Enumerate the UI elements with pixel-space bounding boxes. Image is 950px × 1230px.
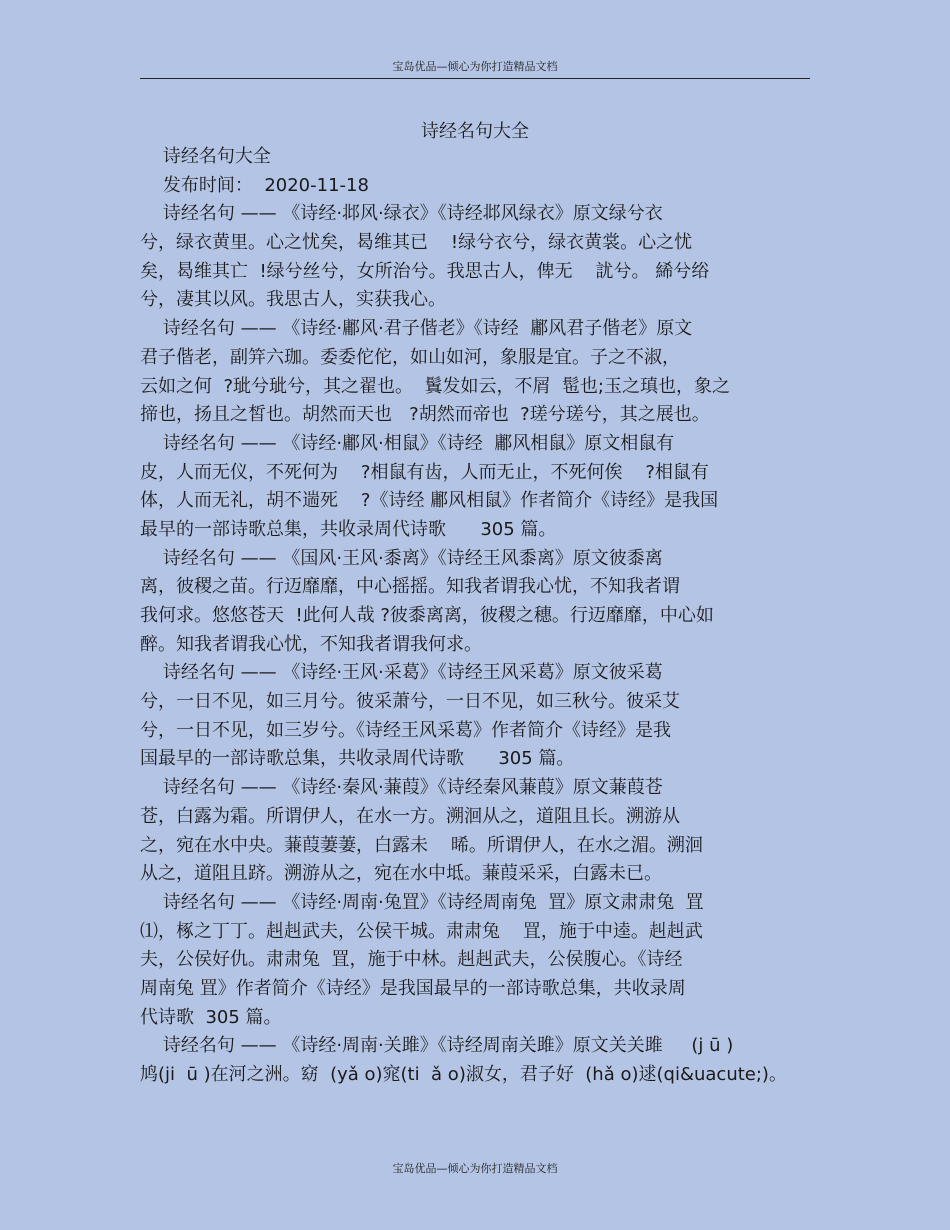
text-line: 鸠(ji ū )在河之洲。窈 (yǎ o)窕(ti ǎ o)淑女，君子好 (hǎ o)逑(qi&uacute;)。 — [140, 1064, 787, 1085]
text-line: 云如之何 ?玼兮玼兮，其之翟也。 鬒发如云，不屑 髢也;玉之瑱也，象之 — [140, 375, 730, 397]
text-line: 揥也，扬且之皙也。胡然而天也 ?胡然而帝也 ?瑳兮瑳兮，其之展也。 — [140, 404, 710, 426]
text-line: 诗经名句 —— 《诗经·周南·关雎》《诗经周南关雎》原文关关雎 (j ū ) — [140, 1035, 734, 1057]
text-line: 君子偕老，副笄六珈。委委佗佗，如山如河，象服是宜。子之不淑， — [140, 346, 680, 368]
text-line: 苍，白露为霜。所谓伊人，在水一方。溯洄从之，道阻且长。溯游从 — [140, 805, 680, 827]
text-line: 我何求。悠悠苍天 !此何人哉 ?彼黍离离，彼稷之穗。行迈靡靡，中心如 — [140, 605, 714, 626]
text-line: ⑴，椓之丁丁。赳赳武夫，公侯干城。肃肃兔 罝，施于中逵。赳赳武 — [140, 920, 703, 942]
document-title: 诗经名句大全 — [421, 121, 529, 142]
text-line: 之，宛在水中央。蒹葭萋萋，白露未 晞。所谓伊人，在水之湄。溯洄 — [140, 834, 703, 856]
header-rule — [140, 78, 810, 79]
text-line: 体，人而无礼，胡不遄死 ?《诗经 鄘风相鼠》作者简介《诗经》是我国 — [140, 490, 719, 512]
text-line: 诗经名句 —— 《诗经·周南·兔罝》《诗经周南兔 罝》原文肃肃兔 罝 — [140, 891, 704, 913]
text-line: 周南兔 罝》作者简介《诗经》是我国最早的一部诗歌总集，共收录周 — [140, 977, 686, 999]
text-line: 夫，公侯好仇。肃肃兔 罝，施于中林。赳赳武夫，公侯腹心。《诗经 — [140, 949, 683, 971]
text-line: 皮，人而无仪，不死何为 ?相鼠有齿，人而无止，不死何俟 ?相鼠有 — [140, 461, 709, 483]
text-line: 诗经名句 —— 《诗经·秦风·蒹葭》《诗经秦风蒹葭》原文蒹葭苍 — [140, 777, 663, 799]
text-line: 从之，道阻且跻。溯游从之，宛在水中坻。蒹葭采采，白露未已。 — [140, 863, 662, 885]
text-line: 诗经名句 —— 《诗经·王风·采葛》《诗经王风采葛》原文彼采葛 — [140, 662, 663, 684]
text-line: 兮，凄其以风。我思古人，实获我心。 — [140, 289, 446, 311]
text-line: 兮，一日不见，如三岁兮。《诗经王风采葛》作者简介《诗经》是我 — [140, 719, 671, 741]
text-line: 发布时间： 2020-11-18 — [140, 174, 369, 196]
text-line: 兮，一日不见，如三月兮。彼采萧兮，一日不见，如三秋兮。彼采艾 — [140, 691, 680, 713]
text-line: 诗经名句 —— 《诗经·鄘风·君子偕老》《诗经 鄘风君子偕老》原文 — [140, 318, 693, 340]
document-body — [140, 143, 820, 1090]
text-line: 国最早的一部诗歌总集，共收录周代诗歌 305 篇。 — [140, 748, 575, 770]
text-line: 醉。知我者谓我心忧，不知我者谓我何求。 — [140, 633, 482, 655]
text-line: 代诗歌 305 篇。 — [140, 1006, 282, 1028]
text-line: 最早的一部诗歌总集，共收录周代诗歌 305 篇。 — [140, 518, 557, 540]
page-header: 宝岛优品—倾心为你打造精品文档 — [392, 60, 558, 73]
text-line: 兮，绿衣黄里。心之忧矣，曷维其已 !绿兮衣兮，绿衣黄裳。心之忧 — [140, 232, 693, 254]
text-line: 诗经名句 —— 《国风·王风·黍离》《诗经王风黍离》原文彼黍离 — [140, 547, 663, 569]
text-line: 离，彼稷之苗。行迈靡靡，中心摇摇。知我者谓我心忧，不知我者谓 — [140, 576, 680, 598]
text-line: 诗经名句 —— 《诗经·邶风·绿衣》《诗经邶风绿衣》原文绿兮衣 — [140, 203, 663, 225]
text-line: 诗经名句 —— 《诗经·鄘风·相鼠》《诗经 鄘风相鼠》原文相鼠有 — [140, 432, 675, 454]
text-line: 矣，曷维其亡 !绿兮丝兮，女所治兮。我思古人，俾无 訧兮。 絺兮绤 — [140, 260, 710, 282]
page-footer: 宝岛优品—倾心为你打造精品文档 — [392, 1162, 558, 1175]
text-line: 诗经名句大全 — [140, 146, 271, 167]
